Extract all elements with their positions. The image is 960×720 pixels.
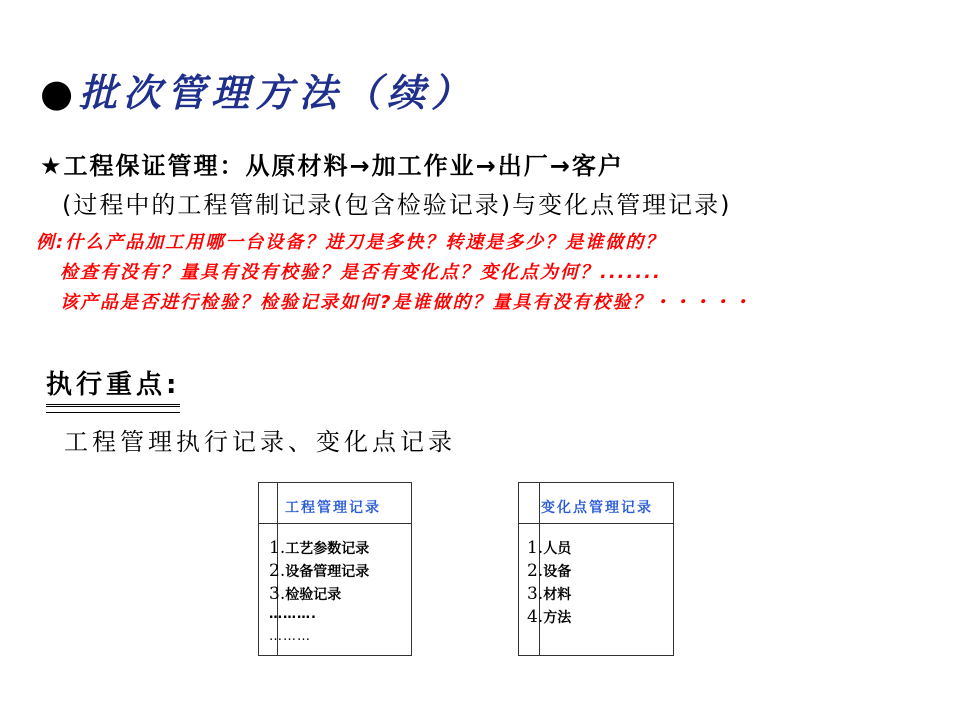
item-number: 3. bbox=[269, 584, 286, 604]
continuation-dots: ………. bbox=[269, 607, 317, 622]
item-number: 3. bbox=[527, 584, 544, 604]
item-text: 人员 bbox=[543, 541, 572, 557]
list-item bbox=[269, 537, 369, 560]
list-item bbox=[527, 560, 571, 583]
item-number: 2. bbox=[527, 561, 544, 581]
process-record-form bbox=[258, 482, 412, 656]
example-line-2: 检查有没有？量具有没有校验？是否有变化点？变化点为何？....... bbox=[60, 262, 662, 283]
list-item bbox=[527, 583, 571, 606]
form-header-line bbox=[519, 523, 673, 524]
form-header-line bbox=[259, 523, 411, 524]
item-text: 工艺参数记录 bbox=[285, 541, 370, 557]
form-title: 变化点管理记录 bbox=[541, 500, 653, 516]
item-text: 材料 bbox=[543, 587, 572, 603]
slide-title-text: 批次管理方法（续） bbox=[79, 70, 476, 115]
example-line-1: 例:什么产品加工用哪一台设备？进刀是多快？转速是多少？是谁做的？ bbox=[36, 232, 666, 253]
item-text: 方法 bbox=[543, 610, 572, 626]
process-note: (过程中的工程管制记录(包含检验记录)与变化点管理记录) bbox=[62, 191, 732, 219]
list-item bbox=[269, 560, 369, 583]
bullet-icon: ● bbox=[40, 70, 74, 115]
form-title: 工程管理记录 bbox=[285, 500, 381, 516]
change-point-record-form bbox=[518, 482, 674, 656]
key-points-summary: 工程管理执行记录、变化点记录 bbox=[64, 428, 456, 456]
list-item bbox=[269, 583, 369, 606]
item-number: 1. bbox=[269, 538, 286, 558]
list-item bbox=[527, 606, 571, 629]
continuation-dots: ……… bbox=[269, 629, 311, 644]
example-line-3: 该产品是否进行检验？检验记录如何?是谁做的？量具有没有校验？・・・・・ bbox=[60, 292, 753, 313]
form-item-list bbox=[527, 537, 571, 629]
process-subtitle: ★工程保证管理：从原材料→加工作业→出厂→客户 bbox=[40, 152, 624, 180]
list-item bbox=[527, 537, 571, 560]
item-text: 设备 bbox=[543, 564, 572, 580]
item-number: 2. bbox=[269, 561, 286, 581]
item-number: 4. bbox=[527, 607, 544, 627]
slide-title bbox=[40, 62, 475, 117]
item-text: 检验记录 bbox=[285, 587, 342, 603]
item-text: 设备管理记录 bbox=[285, 564, 370, 580]
form-item-list bbox=[269, 537, 369, 606]
item-number: 1. bbox=[527, 538, 544, 558]
key-points-heading: 执行重点: bbox=[46, 364, 180, 407]
